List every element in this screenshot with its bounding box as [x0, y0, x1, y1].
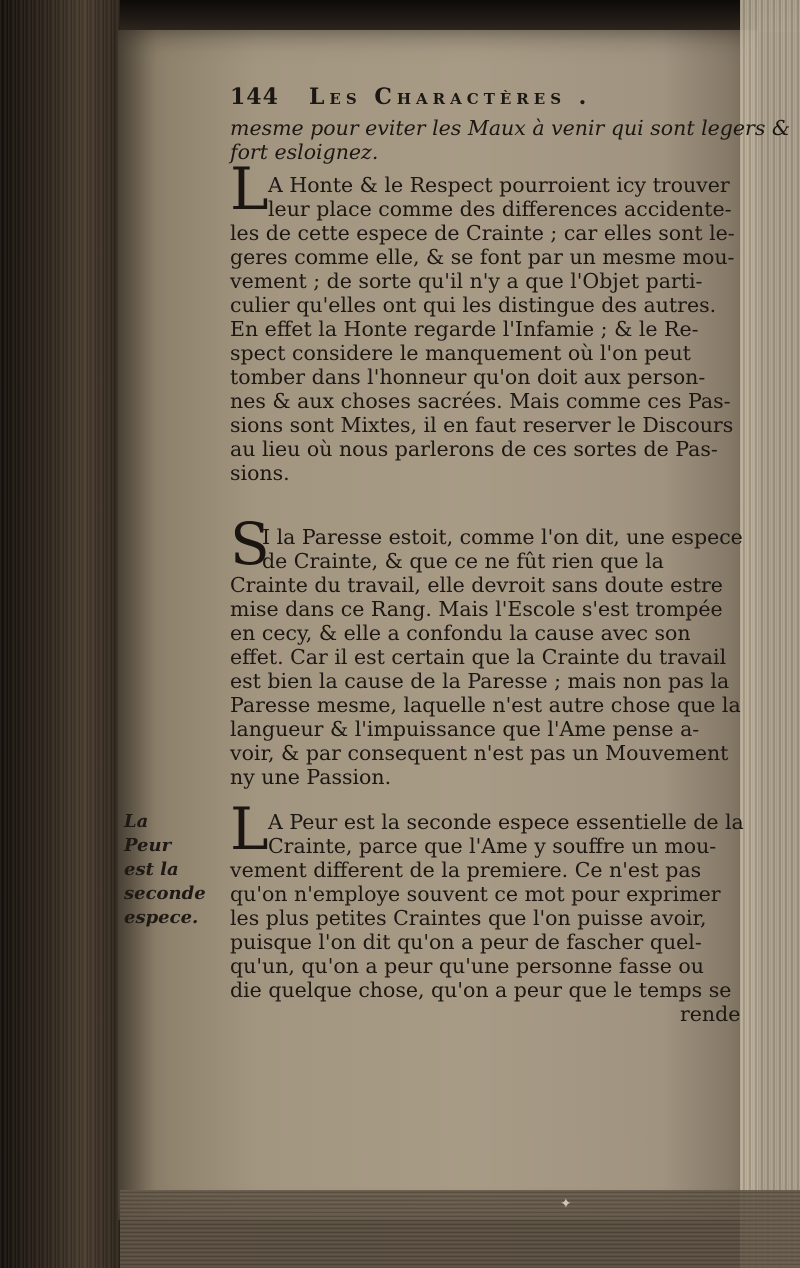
text-line: die quelque chose, qu'on a peur que le temps se — [230, 978, 732, 1002]
text-line: A Honte & le Respect pourroient icy trouver — [268, 173, 730, 197]
book-binding — [0, 0, 120, 1268]
text-line: Paresse mesme, laquelle n'est autre chose que la — [230, 693, 741, 717]
text-line: les plus petites Craintes que l'on puisse avoir, — [230, 906, 707, 930]
dropcap: S — [230, 510, 270, 578]
text-line: voir, & par consequent n'est pas un Mouvement — [230, 741, 729, 765]
page-number: 144 — [230, 84, 279, 110]
text-line: leur place comme des differences accidente- — [268, 197, 732, 221]
text-line: sions. — [230, 461, 290, 485]
text-line: tomber dans l'honneur qu'on doit aux person- — [230, 365, 706, 389]
intro-line: fort esloignez. — [230, 140, 379, 164]
margin-note-line: La — [124, 811, 149, 832]
page-bottom-edges — [120, 1190, 800, 1268]
text-line: I la Paresse estoit, comme l'on dit, une espece — [262, 525, 743, 549]
margin-note-line: seconde — [124, 883, 206, 904]
text-line: Crainte du travail, elle devroit sans doute estre — [230, 573, 723, 597]
text-line: mise dans ce Rang. Mais l'Escole s'est trompée — [230, 597, 723, 621]
text-line: A Peur est la seconde espece essentielle de la — [268, 810, 744, 834]
text-line: langueur & l'impuissance que l'Ame pense a- — [230, 717, 700, 741]
text-line: qu'on n'employe souvent ce mot pour exprimer — [230, 882, 721, 906]
text-line: culier qu'elles ont qui les distingue des autres. — [230, 293, 717, 317]
text-line: geres comme elle, & se font par un mesme mou- — [230, 245, 735, 269]
text-line: qu'un, qu'on a peur qu'une personne fasse ou — [230, 954, 704, 978]
text-line: sions sont Mixtes, il en faut reserver le Discours — [230, 413, 734, 437]
text-line: est bien la cause de la Paresse ; mais non pas la — [230, 669, 730, 693]
text-line: les de cette espece de Crainte ; car elles sont le- — [230, 221, 735, 245]
text-line: au lieu où nous parlerons de ces sortes de Pas- — [230, 437, 718, 461]
margin-note-line: est la — [124, 859, 179, 880]
margin-note-line: espece. — [124, 907, 199, 928]
text-line: ny une Passion. — [230, 765, 392, 789]
running-head — [230, 84, 750, 110]
text-line: spect considere le manquement où l'on peut — [230, 341, 691, 365]
text-line: En effet la Honte regarde l'Infamie ; & le Re- — [230, 317, 699, 341]
running-head-title: Les Charactères . — [308, 84, 592, 110]
text-line: vement ; de sorte qu'il n'y a que l'Objet parti- — [230, 269, 703, 293]
dropcap: L — [230, 795, 269, 863]
text-line: de Crainte, & que ce ne fût rien que la — [262, 549, 664, 573]
text-line: puisque l'on dit qu'on a peur de fascher quel- — [230, 930, 702, 954]
intro-line: mesme pour eviter les Maux à venir qui sont legers & — [230, 116, 791, 140]
text-line: en cecy, & elle a confondu la cause avec son — [230, 621, 691, 645]
text-line: vement different de la premiere. Ce n'est pas — [230, 858, 702, 882]
dropcap: L — [230, 155, 269, 223]
catchword: rende — [680, 1002, 741, 1026]
text-line: Crainte, parce que l'Ame y souffre un mou- — [268, 834, 717, 858]
text-line: nes & aux choses sacrées. Mais comme ces Pas- — [230, 389, 731, 413]
margin-note-line: Peur — [124, 835, 172, 856]
top-shadow — [120, 0, 800, 32]
text-line: effet. Car il est certain que la Crainte du travail — [230, 645, 727, 669]
ornament-mark: ✦ — [560, 1197, 572, 1212]
page-edges — [740, 0, 800, 1268]
